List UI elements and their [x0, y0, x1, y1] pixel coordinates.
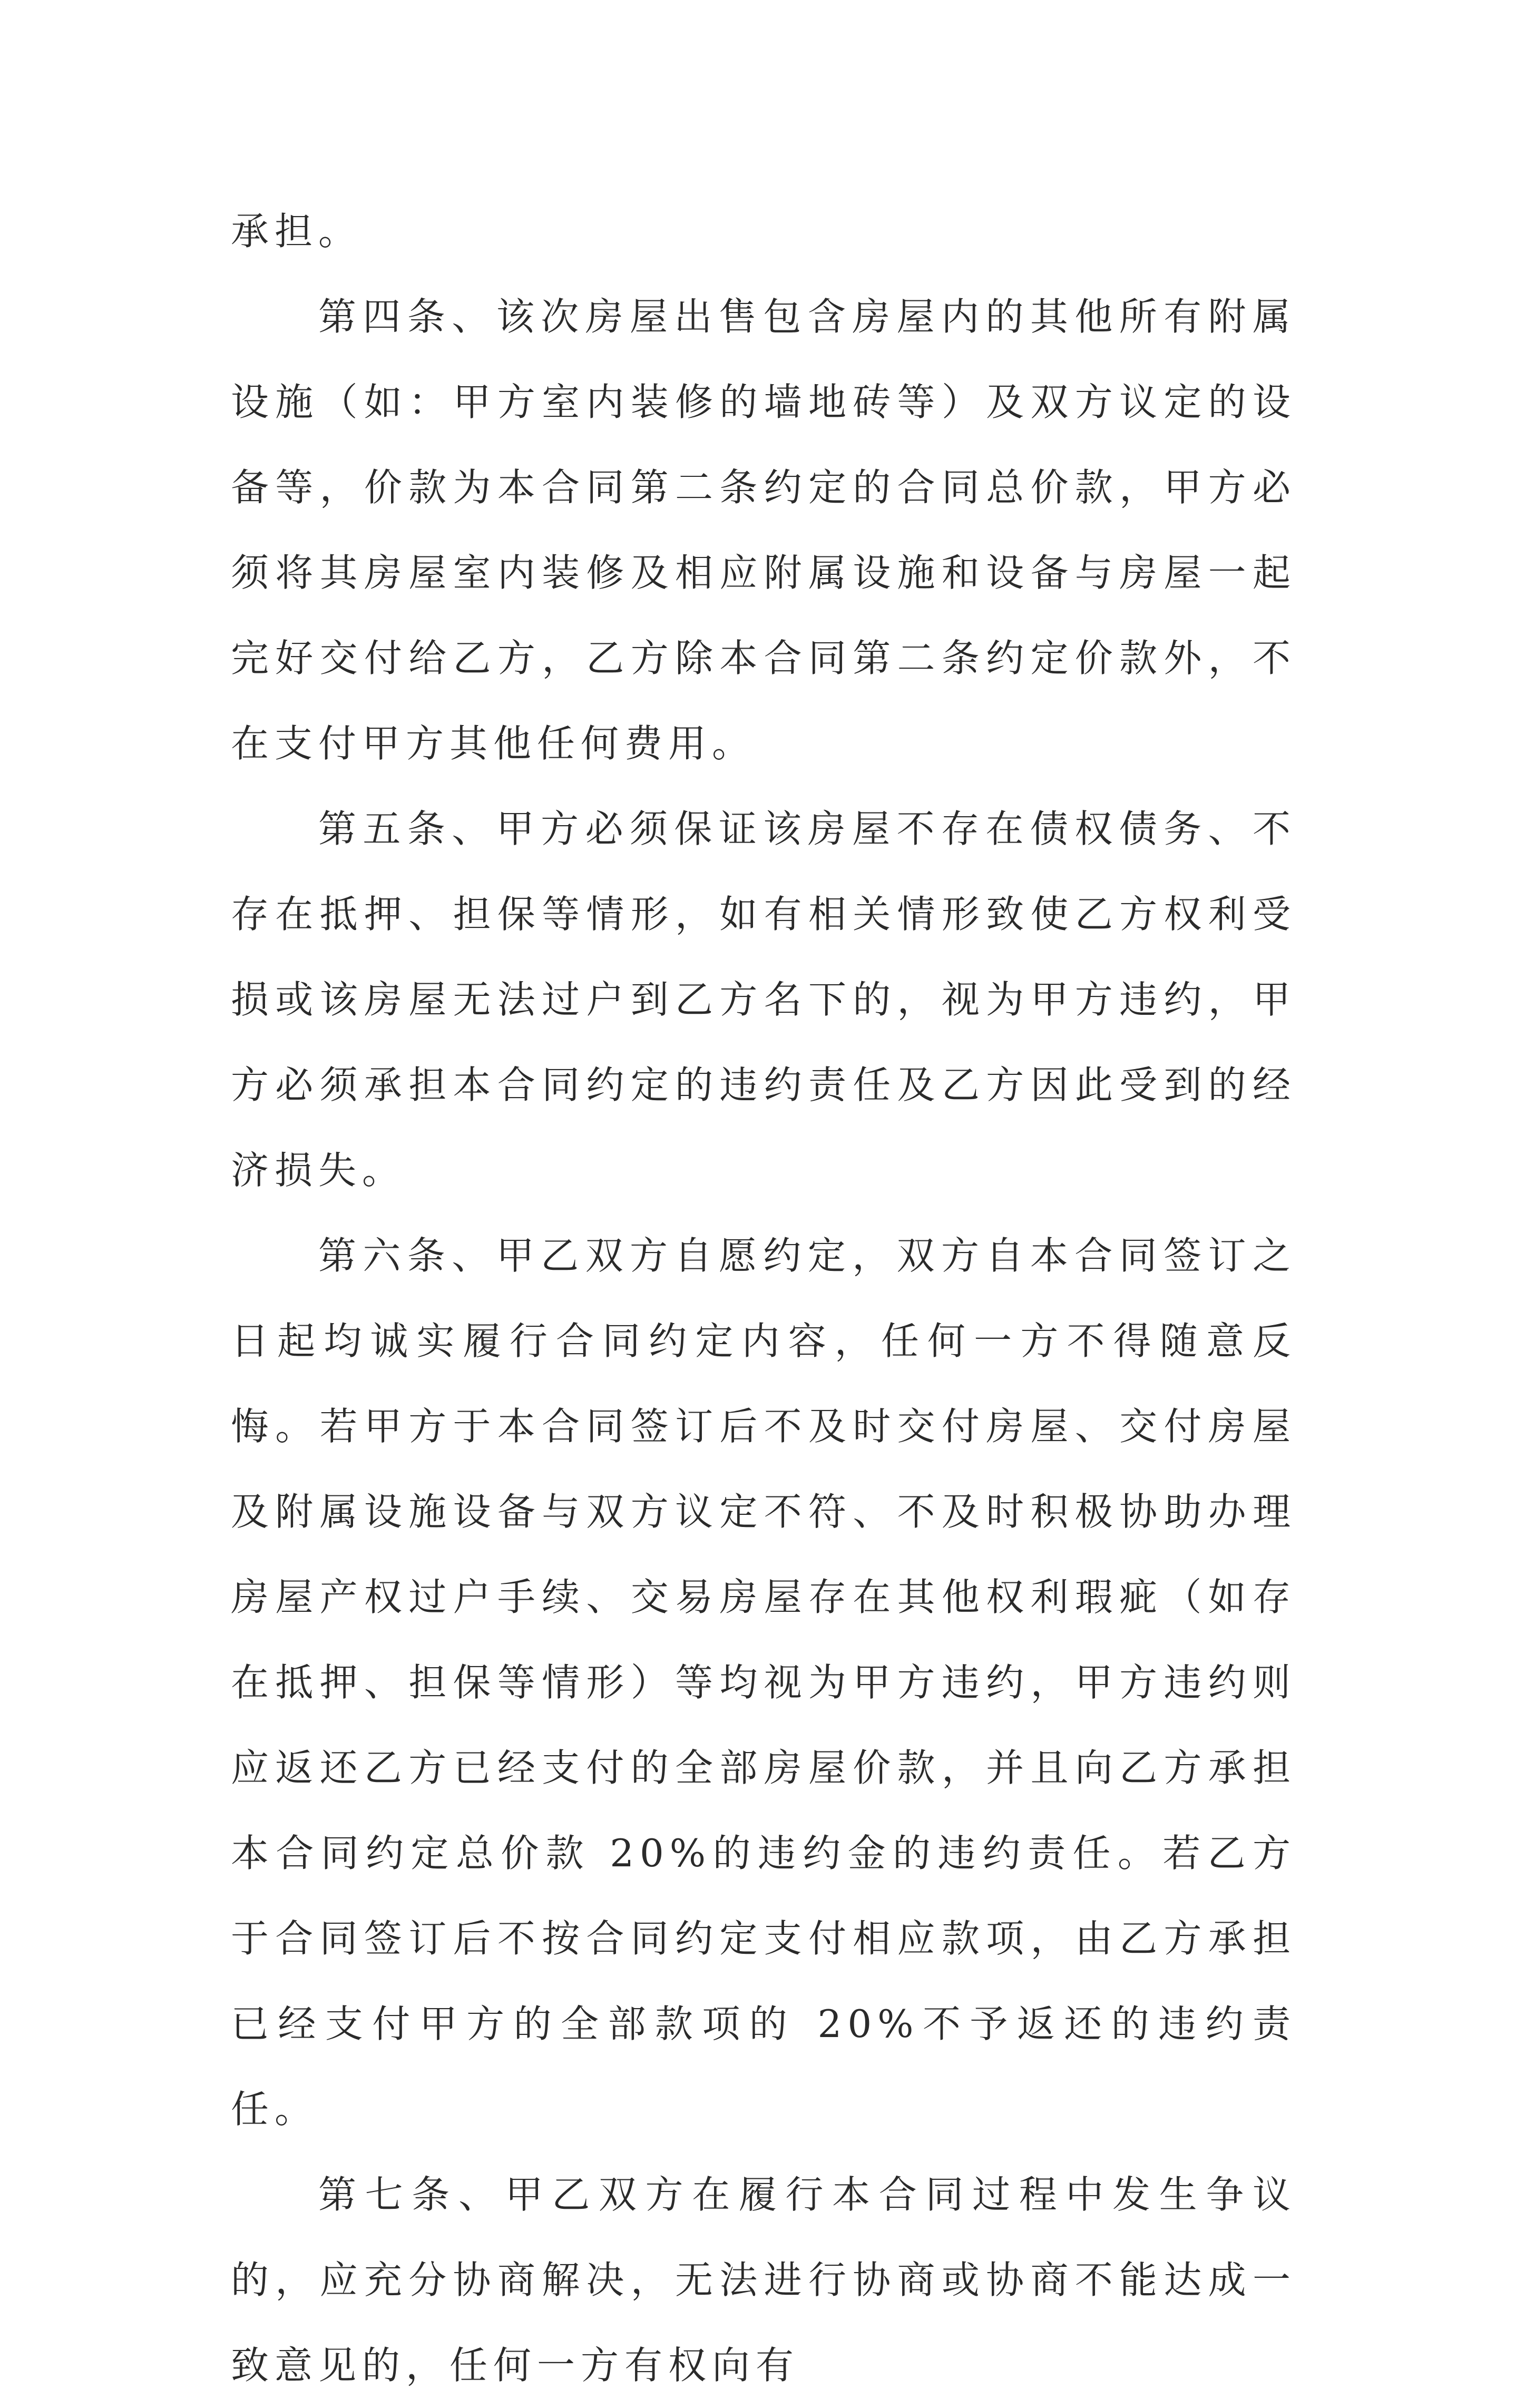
- paragraph-continuation: 承担。: [231, 209, 363, 253]
- article-7-paragraph: 第七条、甲乙双方在履行本合同过程中发生争议的，应充分协商解决，无法进行协商或协商不能达成一致意见的，任何一方有权向有: [231, 2172, 1296, 2387]
- article-4-paragraph: 第四条、该次房屋出售包含房屋内的其他所有附属设施（如：甲方室内装修的墙地砖等）及双方议定的设备等，价款为本合同第二条约定的合同总价款，甲方必须将其房屋室内装修及相应附属设施和设备与房屋一起完好交付给乙方，乙方除本合同第二条约定价款外，不在支付甲方其他任何费用。: [231, 295, 1296, 766]
- contract-body: [231, 189, 1296, 2408]
- article-6-paragraph: 第六条、甲乙双方自愿约定，双方自本合同签订之日起均诚实履行合同约定内容，任何一方不得随意反悔。若甲方于本合同签订后不及时交付房屋、交付房屋及附属设施设备与双方议定不符、不及时积极协助办理房屋产权过户手续、交易房屋存在其他权利瑕疵（如存在抵押、担保等情形）等均视为甲方违约，甲方违约则应返还乙方已经支付的全部房屋价款，并且向乙方承担本合同约定总价款 20%的违约金的违约责任。若乙方于合同签订后不按合同约定支付相应款项，由乙方承担已经支付甲方的全部款项的 20%不予返还的违约责任。: [231, 1234, 1296, 2131]
- article-5-paragraph: 第五条、甲方必须保证该房屋不存在债权债务、不存在抵押、担保等情形，如有相关情形致使乙方权利受损或该房屋无法过户到乙方名下的，视为甲方违约，甲方必须承担本合同约定的违约责任及乙方因此受到的经济损失。: [231, 807, 1296, 1192]
